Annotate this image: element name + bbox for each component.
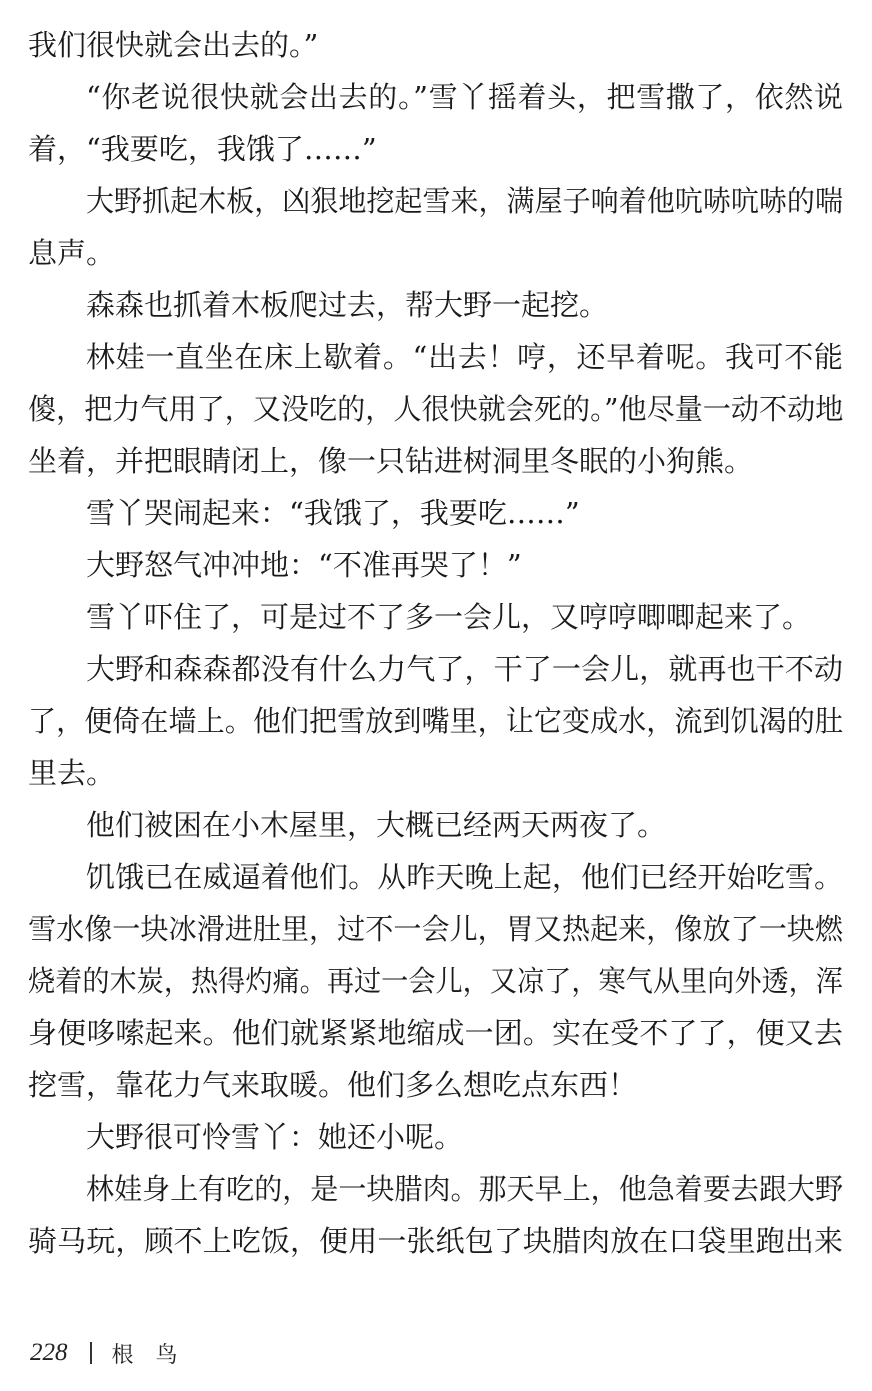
text-line-content: 大野抓起木板，凶狠地挖起雪来，满屋子响着他吭哧吭哧的喘 <box>86 184 844 218</box>
text-line <box>28 71 843 123</box>
text-line <box>28 799 843 851</box>
text-line-content: 森森也抓着木板爬过去，帮大野一起挖。 <box>86 288 609 322</box>
text-line <box>28 591 843 643</box>
text-line-content: 骑马玩，顾不上吃饭，便用一张纸包了块腊肉放在口袋里跑出来 <box>28 1224 843 1258</box>
text-line-content: 林娃身上有吃的，是一块腊肉。那天早上，他急着要去跟大野 <box>86 1172 844 1206</box>
text-line <box>28 383 843 435</box>
text-line <box>28 19 843 71</box>
text-line <box>28 1007 843 1059</box>
text-line <box>28 487 843 539</box>
page-body-text <box>28 19 843 1267</box>
text-line <box>28 539 843 591</box>
text-line <box>28 435 843 487</box>
text-line-content: 大野怒气冲冲地：“不准再哭了！” <box>86 548 522 582</box>
text-line <box>28 123 843 175</box>
text-line-content: 身便哆嗦起来。他们就紧紧地缩成一团。实在受不了了，便又去 <box>28 1016 843 1050</box>
page-number: 228 <box>30 1339 68 1366</box>
text-line-content: 林娃一直坐在床上歇着。“出去！哼，还早着呢。我可不能 <box>86 340 843 374</box>
text-line-content: 饥饿已在威逼着他们。从昨天晚上起，他们已经开始吃雪。 <box>86 860 843 894</box>
text-line-content: 雪水像一块冰滑进肚里，过不一会儿，胃又热起来，像放了一块燃 <box>28 912 844 946</box>
text-line <box>28 1059 843 1111</box>
text-line <box>28 643 843 695</box>
text-line-content: 我们很快就会出去的。” <box>28 28 319 62</box>
page-footer <box>30 1333 200 1373</box>
text-line <box>28 1215 843 1267</box>
text-line <box>28 903 843 955</box>
text-line <box>28 747 843 799</box>
text-line-content: 挖雪，靠花力气来取暖。他们多么想吃点东西！ <box>28 1068 638 1102</box>
text-line <box>28 175 843 227</box>
text-line <box>28 279 843 331</box>
text-line-content: 坐着，并把眼睛闭上，像一只钻进树洞里冬眠的小狗熊。 <box>28 444 754 478</box>
text-line-content: 了，便倚在墙上。他们把雪放到嘴里，让它变成水，流到饥渴的肚 <box>28 704 844 738</box>
text-line-content: 傻，把力气用了，又没吃的，人很快就会死的。”他尽量一动不动地 <box>28 392 844 426</box>
text-line <box>28 227 843 279</box>
text-line-content: 着，“我要吃，我饿了……” <box>28 132 377 166</box>
text-line-content: 烧着的木炭，热得灼痛。再过一会儿，又凉了，寒气从里向外透，浑 <box>28 964 844 998</box>
text-line <box>28 331 843 383</box>
footer-divider <box>90 1342 92 1364</box>
text-line <box>28 851 843 903</box>
text-line-content: 息声。 <box>28 236 116 270</box>
text-line-content: 大野和森森都没有什么力气了，干了一会儿，就再也干不动 <box>86 652 843 686</box>
text-line <box>28 695 843 747</box>
text-line <box>28 955 843 1007</box>
text-line-content: 大野很可怜雪丫：她还小呢。 <box>86 1120 464 1154</box>
text-line-content: 雪丫吓住了，可是过不了多一会儿，又哼哼唧唧起来了。 <box>86 600 812 634</box>
text-line-content: 雪丫哭闹起来：“我饿了，我要吃……” <box>86 496 580 530</box>
book-title: 根鸟 <box>111 1342 200 1368</box>
text-line-content: 他们被困在小木屋里，大概已经两天两夜了。 <box>86 808 667 842</box>
text-line <box>28 1163 843 1215</box>
text-line-content: 里去。 <box>28 756 116 790</box>
text-line-content: “你老说很快就会出去的。”雪丫摇着头，把雪撒了，依然说 <box>86 80 843 114</box>
text-line <box>28 1111 843 1163</box>
